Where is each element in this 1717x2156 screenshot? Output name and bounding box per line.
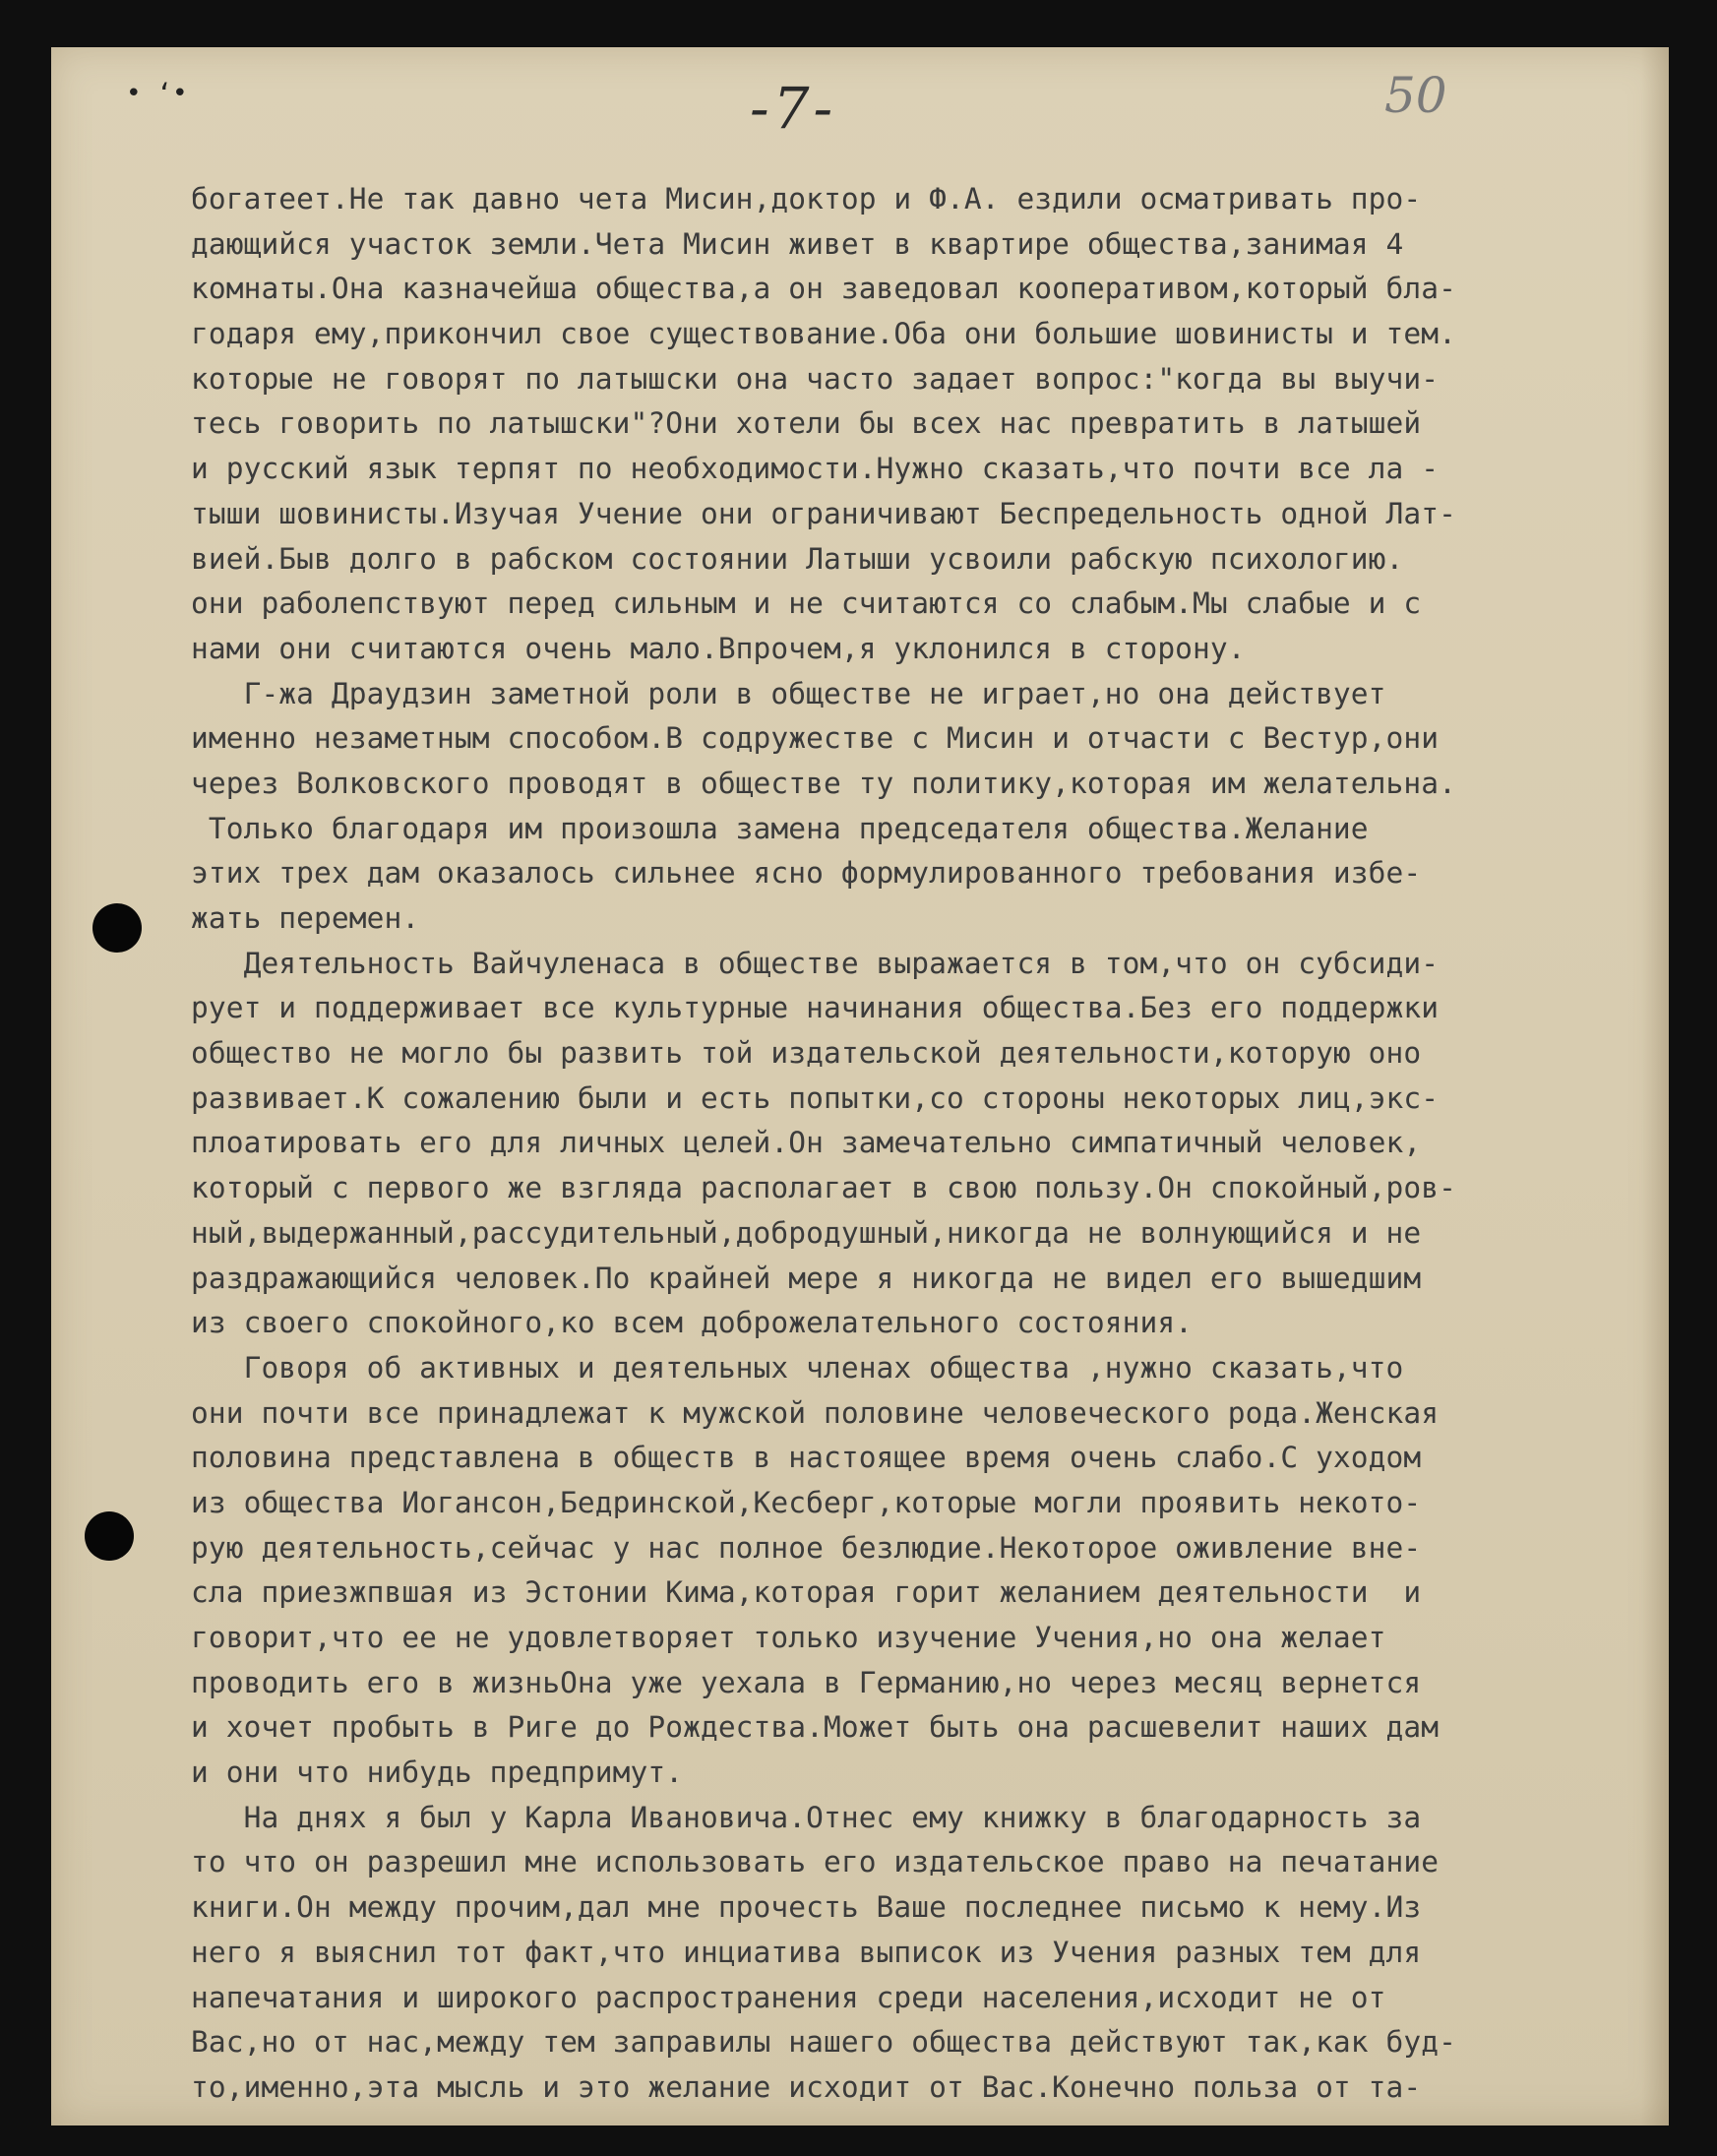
punch-hole [85,1511,134,1561]
typewritten-page [51,47,1669,2125]
text-line: напечатания и широкого распространения среди населения,исходит не от [191,1980,1386,2014]
text-line: нами они считаются очень мало.Впрочем,я уклонился в сторону. [191,631,1246,665]
text-line: рует и поддерживает все культурные начинания общества.Без его поддержки [191,991,1440,1025]
text-line: которые не говорят по латышски она часто задает вопрос:"когда вы выучи- [191,361,1440,396]
text-line: дающийся участок земли.Чета Мисин живет в квартире общества,занимая 4 [191,226,1404,261]
text-line: рую деятельность,сейчас у нас полное безлюдие.Некоторое оживление вне- [191,1530,1422,1565]
text-line: На днях я был у Карла Ивановича.Отнес ему книжку в благодарность за [191,1800,1422,1834]
text-line: плоатировать его для личных целей.Он замечательно симпатичный человек, [191,1126,1422,1160]
text-line: Только благодаря им произошла замена председателя общества.Желание [191,811,1369,845]
text-line: и они что нибудь предпримут. [191,1756,684,1790]
text-line: половина представлена в обществ в настоящее время очень слабо.С уходом [191,1441,1422,1475]
text-line: то,именно,эта мысль и это желание исходит от Вас.Конечно польза от та- [191,2069,1422,2104]
text-line: то что он разрешил мне использовать его издательское право на печатание [191,1845,1440,1879]
text-line: развивает.К сожалению были и есть попытки,со стороны некоторых лиц,экс- [191,1080,1440,1115]
text-line: ный,выдержанный,рассудительный,добродушный,никогда не волнующийся и не [191,1215,1422,1250]
text-line: и хочет пробыть в Риге до Рождества.Может быть она расшевелит наших дам [191,1710,1440,1745]
text-line: этих трех дам оказалось сильнее ясно формулированного требования избе- [191,856,1422,891]
punch-hole [92,903,142,953]
text-line: они почти все принадлежат к мужской половине человеческого рода.Женская [191,1395,1440,1430]
text-line: богатеет.Не так давно чета Мисин,доктор и Ф.А. ездили осматривать про- [191,182,1422,216]
text-line: Деятельность Вайчуленаса в обществе выражается в том,что он субсиди- [191,946,1440,980]
text-line: именно незаметным способом.В содружестве с Мисин и отчасти с Вестур,они [191,721,1440,756]
text-line: проводить его в жизньОна уже уехала в Германию,но через месяц вернется [191,1665,1422,1699]
text-line: раздражающийся человек.По крайней мере я никогда не видел его вышедшим [191,1261,1422,1295]
text-line: Г-жа Драудзин заметной роли в обществе не играет,но она действует [191,676,1386,710]
text-line: говорит,что ее не удовлетворяет только изучение Учения,но она желает [191,1621,1386,1654]
letter-body [191,177,1677,2111]
text-line: который с первого же взгляда располагает в свою пользу.Он спокойный,ров- [191,1171,1456,1205]
text-line: годаря ему,прикончил свое существование.Оба они большие шовинисты и тем. [191,317,1456,351]
text-line: тесь говорить по латышски"?Они хотели бы всех нас превратить в латышей [191,406,1422,441]
text-line: вией.Быв долго в рабском состоянии Латыши усвоили рабскую психологию. [191,541,1404,576]
text-line: книги.Он между прочим,дал мне прочесть Ваше последнее письмо к нему.Из [191,1890,1422,1925]
text-line: него я выяснил тот факт,что инциатива выписок из Учения разных тем для [191,1935,1422,1969]
text-line: тыши шовинисты.Изучая Учение они ограничивают Беспредельность одной Лат- [191,496,1456,530]
text-line: и русский язык терпят по необходимости.Нужно сказать,что почти все ла - [191,452,1440,486]
text-line: из своего спокойного,ко всем доброжелательного состояния. [191,1306,1194,1340]
text-line: они раболепствуют перед сильным и не считаются со слабым.Мы слабые и с [191,586,1422,621]
margin-ink-mark: • ‘• [126,79,188,108]
text-line: Говоря об активных и деятельных членах общества ,нужно сказать,что [191,1350,1404,1385]
text-line: из общества Иогансон,Бедринской,Кесберг,которые могли проявить некото- [191,1485,1422,1519]
text-line: комнаты.Она казначейша общества,а он заведовал кооперативом,который бла- [191,272,1456,306]
text-line: через Волковского проводят в обществе ту политику,которая им желательна. [191,766,1456,800]
text-line: жать перемен. [191,901,420,935]
archive-folio-number: 50 [1384,67,1447,124]
text-line: Вас,но от нас,между тем заправилы нашего общества действуют так,как буд- [191,2025,1456,2060]
page-number: -7- [750,75,837,142]
text-line: общество не могло бы развить той издательской деятельности,которую оно [191,1036,1422,1071]
text-line: сла приезжпвшая из Эстонии Кима,которая горит желанием деятельности и [191,1575,1422,1610]
